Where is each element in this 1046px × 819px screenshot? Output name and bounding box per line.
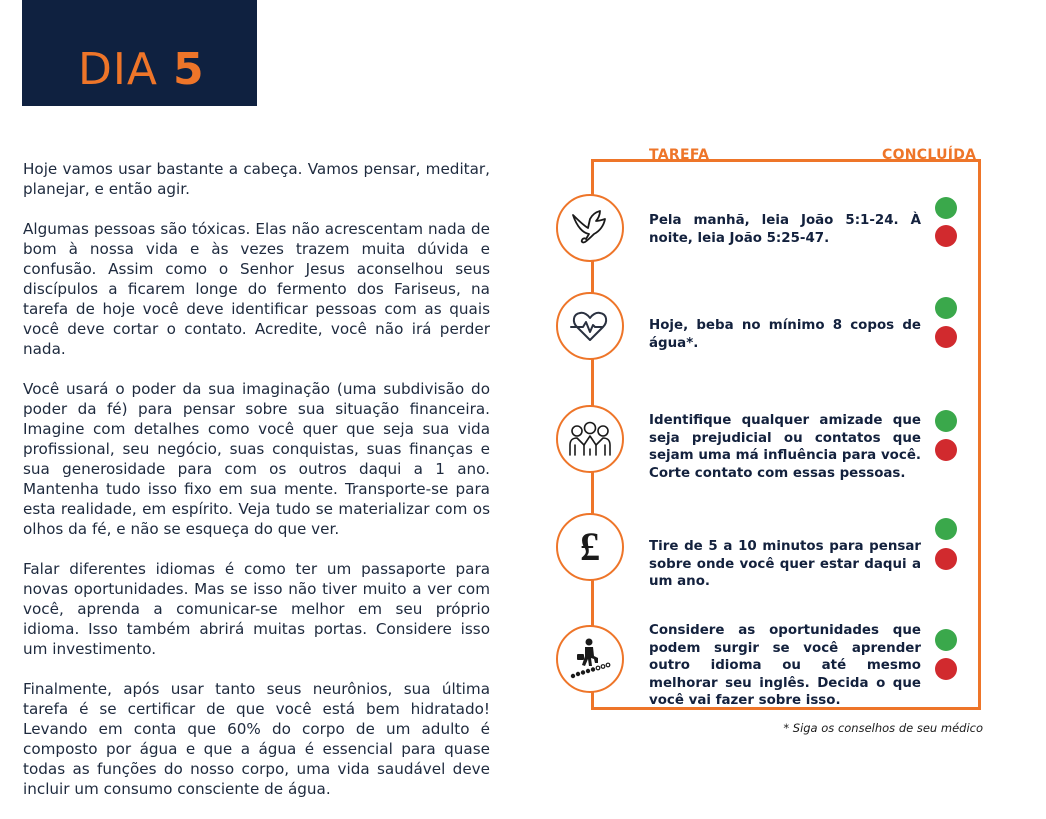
dove-icon	[569, 207, 611, 249]
task-icon-circle	[556, 194, 624, 262]
task-text: Identifique qualquer amizade que seja prejudicial ou contatos que sejam uma má influência para você. Corte contato com essas pessoas.	[649, 413, 921, 481]
task-icon-circle	[556, 292, 624, 360]
intro-text	[23, 159, 490, 819]
day-title	[78, 44, 205, 96]
column-header-task: TAREFA	[649, 147, 710, 163]
people-group-icon	[567, 419, 613, 459]
task-icon-circle	[556, 625, 624, 693]
day-label: DIA	[78, 44, 158, 95]
not-done-red-button[interactable]	[935, 548, 957, 570]
task-text: Pela manhã, leia João 5:1-24. À noite, leia João 5:25-47.	[649, 213, 921, 246]
intro-paragraph: Você usará o poder da sua imaginação (uma subdivisão do poder da fé) para pensar sobre sua situação financeira. Imagine com detalhes como você quer que seja sua vida profissional, seu negócio, suas conquistas, suas finanças e sua generosidade para com os outros daqui a 1 ano. Mantenha tudo isso fixo em sua mente. Transporte-se para esta realidade, em espírito. Veja tudo se materializar com os olhos da fé, e não se esqueça do que ver.	[23, 380, 490, 538]
footnote: * Siga os conselhos de seu médico	[783, 721, 983, 735]
done-green-button[interactable]	[935, 518, 957, 540]
task-text: Tire de 5 a 10 minutos para pensar sobre onde você quer estar daqui a um ano.	[649, 539, 921, 589]
task-icon-circle	[556, 513, 624, 581]
task-text: Considere as oportunidades que podem surgir se você aprender outro idioma ou até mesmo melhorar seu inglês. Decida o que você vai fazer sobre isso.	[649, 623, 921, 708]
intro-paragraph: Falar diferentes idiomas é como ter um passaporte para novas oportunidades. Mas se isso não tiver muito a ver com você, aprenda a comunicar-se melhor em seu próprio idioma. Isso também abrirá muitas portas. Considere isso um investimento.	[23, 560, 490, 658]
column-header-done: CONCLUÍDA	[882, 147, 977, 163]
done-green-button[interactable]	[935, 297, 957, 319]
done-green-button[interactable]	[935, 410, 957, 432]
intro-paragraph: Finalmente, após usar tanto seus neurônios, sua última tarefa é se certificar de que você está bem hidratado! Levando em conta que 60% do corpo de um adulto é composto por água e que a água é essencial para quase todas as funções do nosso corpo, uma vida saudável deve incluir um consumo consciente de água.	[23, 680, 490, 798]
intro-paragraph: Algumas pessoas são tóxicas. Elas não acrescentam nada de bom à nossa vida e às vezes trazem muita dúvida e confusão. Assim como o Senhor Jesus aconselhou seus discípulos a ficarem longe do fermento dos Fariseus, na tarefa de hoje você deve identificar pessoas com as quais você deve cortar o contato. Acredite, você não irá perder nada.	[23, 220, 490, 358]
not-done-red-button[interactable]	[935, 326, 957, 348]
done-green-button[interactable]	[935, 197, 957, 219]
not-done-red-button[interactable]	[935, 225, 957, 247]
pound-sign-icon: £	[580, 524, 600, 569]
task-text: Hoje, beba no mínimo 8 copos de água*.	[649, 318, 921, 351]
climbing-businessman-icon	[567, 636, 613, 682]
heartbeat-icon	[569, 305, 611, 347]
task-icon-circle	[556, 405, 624, 473]
day-number: 5	[172, 44, 205, 95]
day-title-banner	[22, 0, 257, 106]
not-done-red-button[interactable]	[935, 658, 957, 680]
intro-paragraph: Hoje vamos usar bastante a cabeça. Vamos pensar, meditar, planejar, e então agir.	[23, 160, 490, 198]
not-done-red-button[interactable]	[935, 439, 957, 461]
done-green-button[interactable]	[935, 629, 957, 651]
